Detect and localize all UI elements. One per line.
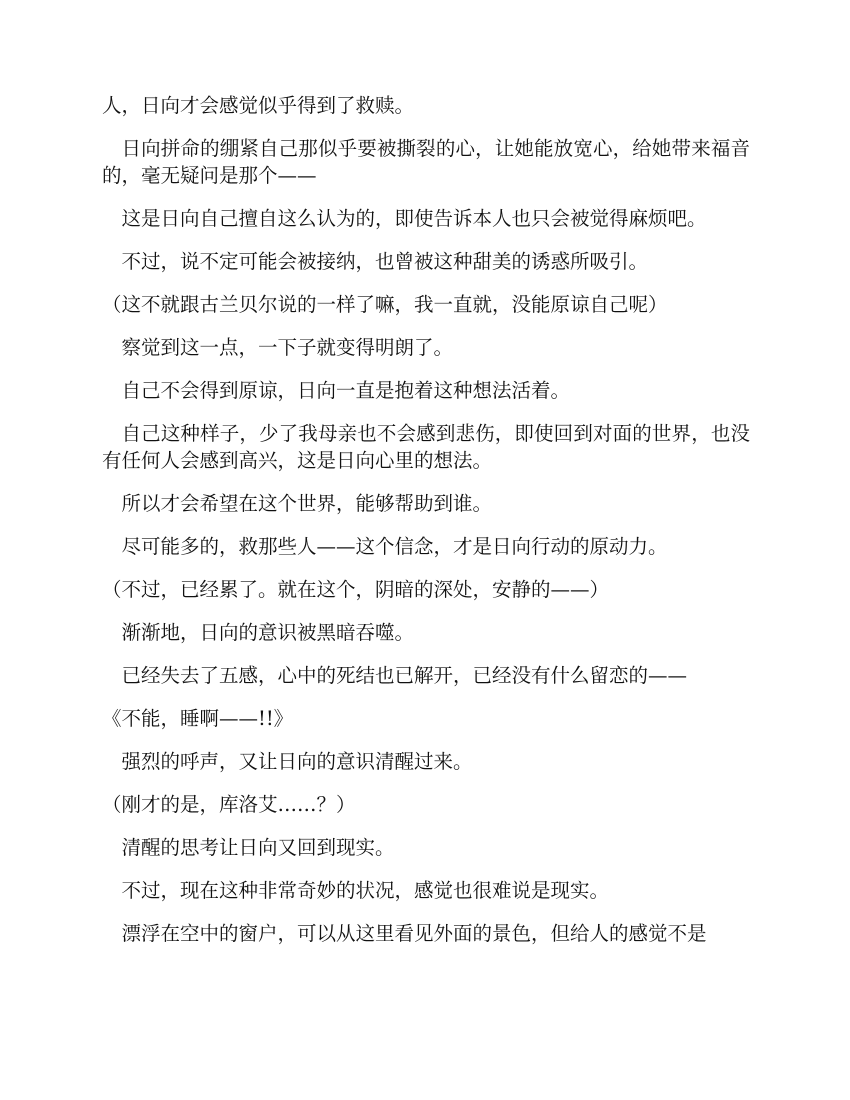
paragraph: 清醒的思考让日向又回到现实。 (121, 836, 395, 859)
paragraph: 察觉到这一点，一下子就变得明朗了。 (121, 336, 454, 359)
paragraph: 《不能，睡啊——!!》 (102, 707, 294, 730)
paragraph: 自己这种样子，少了我母亲也不会感到悲伤，即使回到对面的世界，也没有任何人会感到高兴，这是日向心里的想法。 (102, 422, 750, 472)
paragraph: 渐渐地，日向的意识被黑暗吞噬。 (121, 621, 415, 644)
paragraph: 所以才会希望在这个世界，能够帮助到谁。 (121, 492, 493, 515)
paragraph: 这是日向自己擅自这么认为的，即使告诉本人也只会被觉得麻烦吧。 (121, 207, 707, 230)
paragraph: 人，日向才会感觉似乎得到了救赎。 (102, 94, 415, 117)
paragraph: 强烈的呼声，又让日向的意识清醒过来。 (121, 750, 473, 773)
paragraph: 漂浮在空中的窗户，可以从这里看见外面的景色，但给人的感觉不是 (121, 922, 707, 945)
paragraph: 日向拼命的绷紧自己那似乎要被撕裂的心，让她能放宽心，给她带来福音的，毫无疑问是那个—— (102, 137, 750, 187)
paragraph: 自己不会得到原谅，日向一直是抱着这种想法活着。 (121, 379, 571, 402)
text-body (102, 92, 750, 963)
paragraph: 不过，说不定可能会被接纳，也曾被这种甜美的诱惑所吸引。 (121, 250, 649, 273)
paragraph: 不过，现在这种非常奇妙的状况，感觉也很难说是现实。 (121, 879, 610, 902)
paragraph: 尽可能多的，救那些人——这个信念，才是日向行动的原动力。 (121, 535, 668, 558)
paragraph: （这不就跟古兰贝尔说的一样了嘛，我一直就，没能原谅自己呢） (102, 293, 668, 316)
paragraph: （刚才的是，库洛艾……？） (102, 793, 356, 816)
paragraph: （不过，已经累了。就在这个，阴暗的深处，安静的——） (102, 578, 610, 601)
paragraph: 已经失去了五感，心中的死结也已解开，已经没有什么留恋的—— (121, 664, 688, 687)
